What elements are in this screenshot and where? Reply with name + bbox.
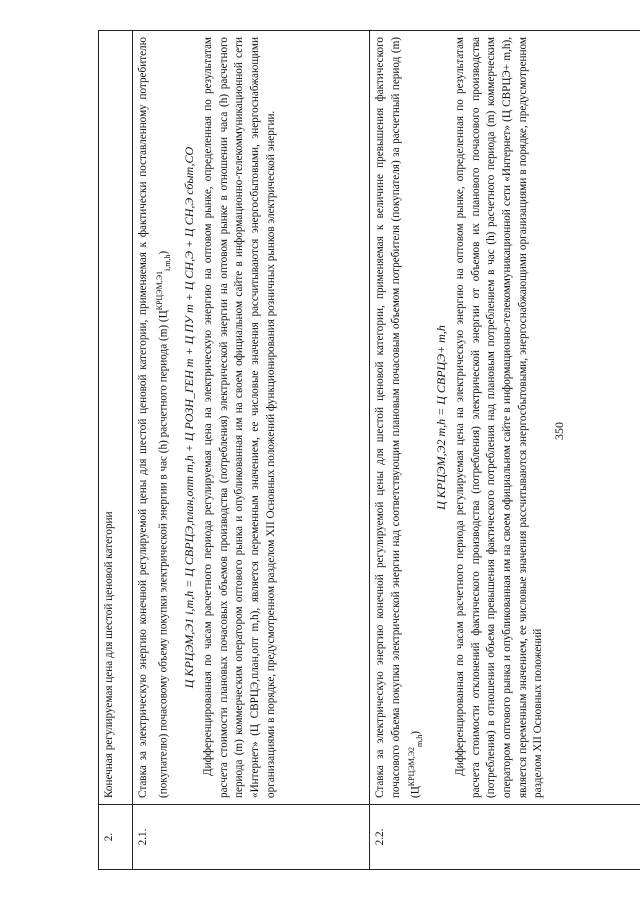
rate-description: Дифференцированная по часам расчетного периода регулируемая цена на электрическую энергию на оптовом рынке, определенная по результатам расчета стоимости отклонений фактического производства (потребления) электрической энергии от объемов их планового почасового производства (потребления) в отношении объема превышения фактического потребления над плановым потреблением в час (h) расчетного периода (m) коммерческим оператором оптового рынка и опубликованная им на своем официальном сайте в информационно-телекоммуникационной сети «Интернет» (Ц СВРЦЭ+ m,h), является переменным значением, ее числовые значения рассчитываются энергосбытовыми, энергоснабжающими организациями в порядке, предусмотренном разделом XII Основных положений — [454, 37, 545, 798]
rate-title: Ставка за электрическую энергию конечной регулируемой цены для шестой ценовой категории, применяемая к величине превышения фактического почасового объема покупки электрической энергии над соответствующим плановым почасовым объемом потребителя (покупателя) за расчетный период (m) $(Ц^{КРЦЭМ,Э2}_{m,h})$ — [373, 37, 425, 798]
rate-title: Ставка за электрическую энергию конечной регулируемой цены для шестой ценовой категории, применяемая к фактически поставленному потребителю (покупателю) почасовому объему покупки электрической энергии в час (h) расчетного периода (m) $(Ц^{КРЦЭМ,Э1}_{i,m,h})$ — [137, 37, 172, 798]
rate-description: Дифференцированная по часам расчетного периода регулируемая цена на электрическую энергию на оптовом рынке, определенная по результатам расчета стоимости плановых почасовых объемов производства (потребления) электрической энергии на оптовом рынке в отношении часа (h) расчетного периода (m) коммерческим оператором оптового рынка и опубликованная им на своем официальном сайте в информационно-телекоммуникационной сети «Интернет» (Ц СВРЦЭ,план,опт m,h), является переменным значением, ее числовые значения рассчитываются энергосбытовыми, энергоснабжающими организациями в порядке, предусмотренном разделом XII Основных положений функционирования розничных рынков электрической энергии. — [202, 37, 277, 798]
rotated-table-wrapper — [98, 30, 640, 870]
page-number: 350 — [552, 422, 566, 440]
price-table — [98, 30, 640, 870]
table-row-section-header — [99, 31, 133, 870]
formula: Ц КРЦЭМ,Э1 i,m,h = Ц СВРЦЭ,план,опт m,h + Ц РОЗН_ГЕН m + Ц ПУ m + Ц СН,Э + Ц СН,Э сбыт,СО — [181, 146, 196, 689]
section-title: Конечная регулируемая цена для шестой ценовой категории — [99, 31, 133, 805]
row-number: 2.1. — [133, 805, 370, 870]
row-content — [133, 31, 370, 805]
formula: Ц КРЦЭМ,Э2 m,h = Ц СВРЦЭ+ m,h — [433, 325, 448, 510]
row-content — [369, 31, 640, 805]
row-number: 2. — [99, 805, 133, 870]
table-row-2-2 — [369, 31, 640, 870]
row-number: 2.2. — [369, 805, 640, 870]
table-row-2-1 — [133, 31, 370, 870]
